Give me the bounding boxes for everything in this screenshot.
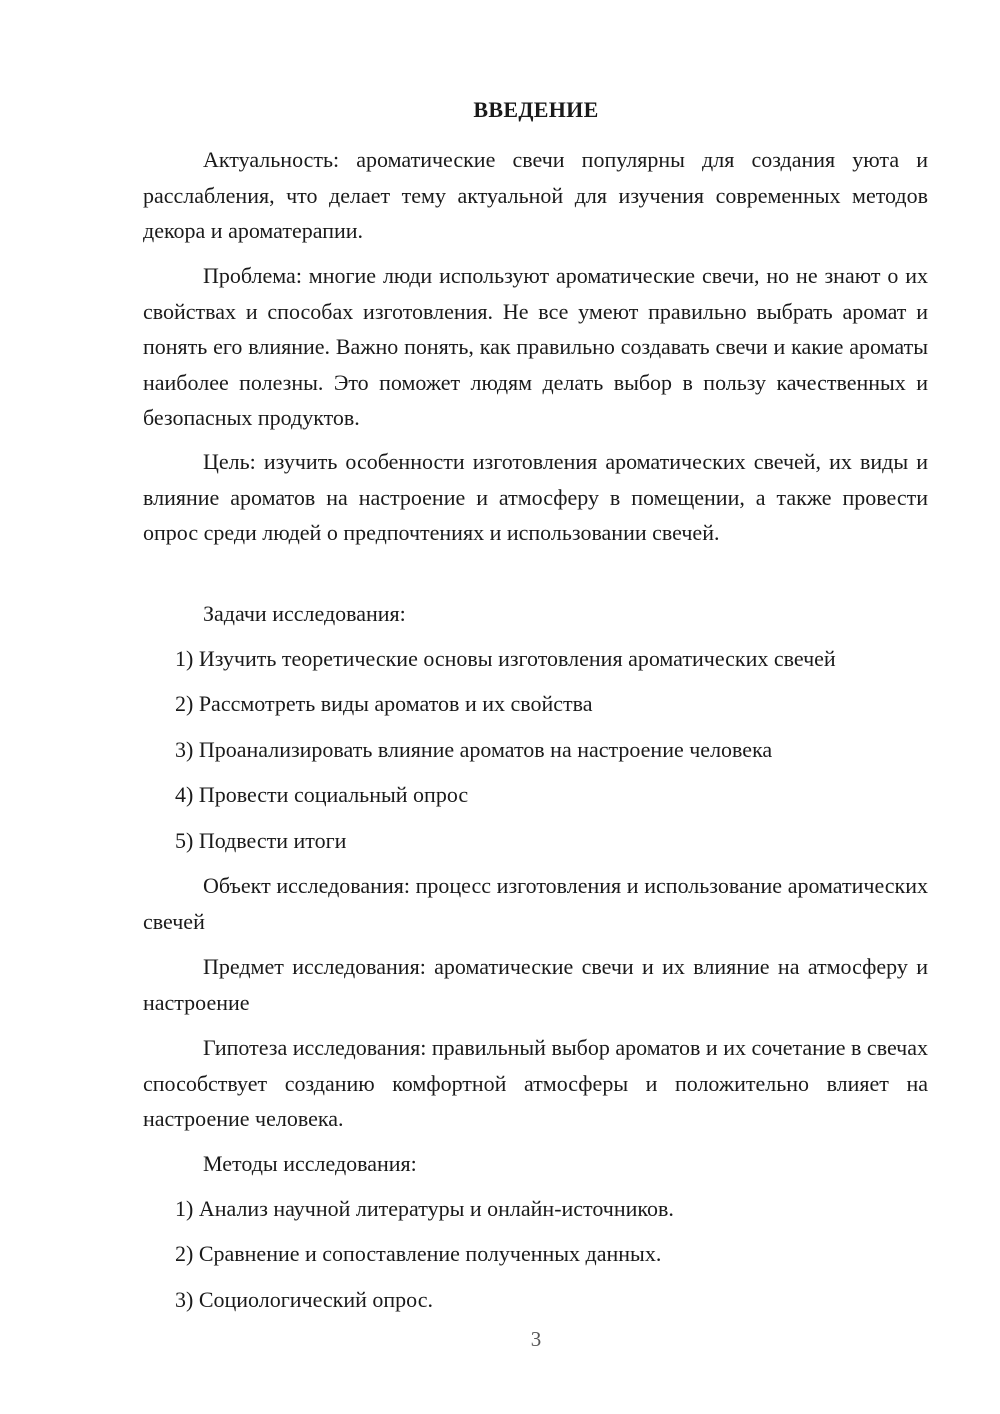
page-title: ВВЕДЕНИЕ (473, 97, 599, 122)
tasks-title: Задачи исследования: (203, 601, 406, 626)
task-item: 3) Проанализировать влияние ароматов на настроение человека (175, 737, 773, 762)
problem-paragraph: Проблема: многие люди используют ароматические свечи, но не знают о их свойствах и способах изготовления. Не все умеют правильно выбрать аромат и понять его влияние. Важно понять, как правильно создавать свечи и какие ароматы наиболее полезны. Это поможет людям делать выбор в пользу качественных и безопасных продуктов. (143, 263, 928, 431)
task-item: 4) Провести социальный опрос (175, 782, 469, 807)
goal-paragraph: Цель: изучить особенности изготовления ароматических свечей, их виды и влияние ароматов на настроение и атмосферу в помещении, а также провести опрос среди людей о предпочтениях и использовании свечей. (143, 449, 928, 546)
method-item: 1) Анализ научной литературы и онлайн-источников. (175, 1196, 674, 1221)
task-item: 2) Рассмотреть виды ароматов и их свойства (175, 691, 593, 716)
hypothesis-paragraph: Гипотеза исследования: правильный выбор ароматов и их сочетание в свечах способствует созданию комфортной атмосферы и положительно влияет на настроение человека. (143, 1035, 928, 1132)
method-item: 2) Сравнение и сопоставление полученных данных. (175, 1241, 662, 1266)
object-paragraph: Объект исследования: процесс изготовления и использование ароматических свечей (143, 873, 928, 934)
relevance-paragraph: Актуальность: ароматические свечи популярны для создания уюта и расслабления, что делает тему актуальной для изучения современных методов декора и ароматерапии. (143, 147, 928, 244)
subject-paragraph: Предмет исследования: ароматические свечи и их влияние на атмосферу и настроение (143, 954, 928, 1015)
task-item: 1) Изучить теоретические основы изготовления ароматических свечей (175, 646, 836, 671)
methods-title: Методы исследования: (203, 1151, 417, 1176)
method-item: 3) Социологический опрос. (175, 1287, 433, 1312)
task-item: 5) Подвести итоги (175, 828, 347, 853)
page-number: 3 (530, 1327, 542, 1351)
